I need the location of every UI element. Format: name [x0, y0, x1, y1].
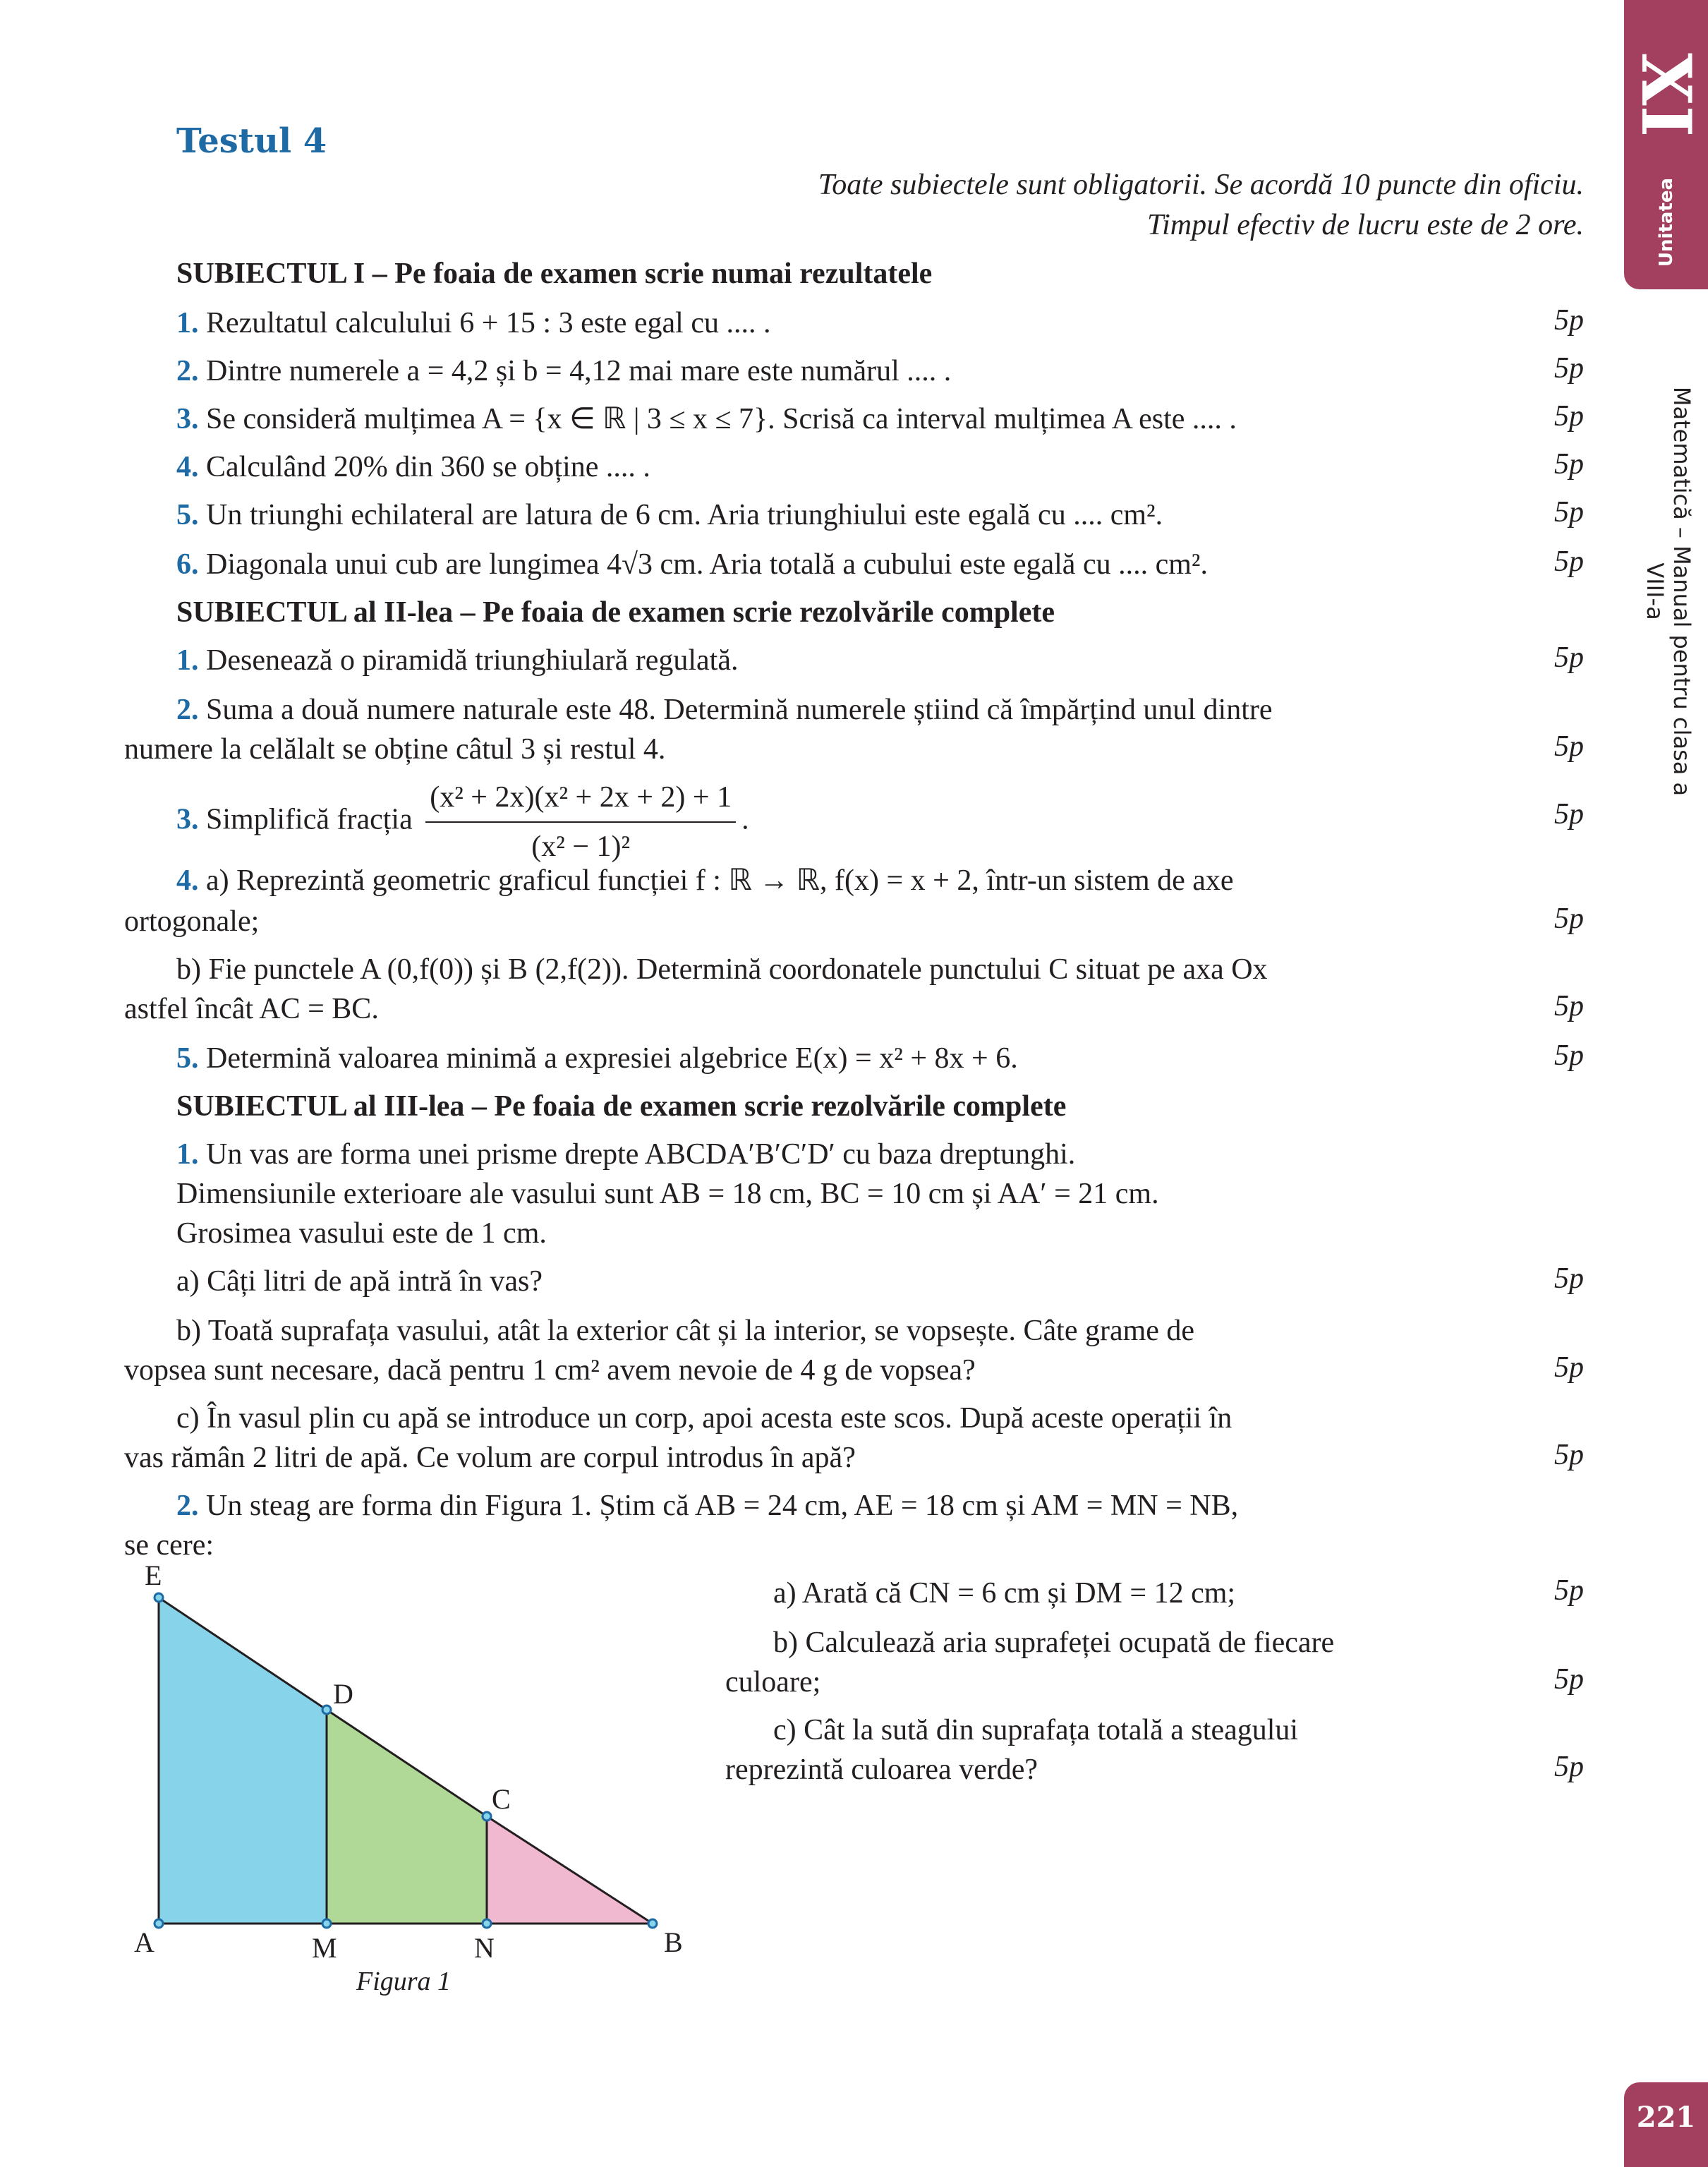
point-c — [483, 1812, 491, 1821]
s3-item-1-b-line-1: b) Toată suprafața vasului, atât la exterior cât și la interior, se vopsește. Câte grame de — [176, 1315, 1195, 1347]
item-text: Dintre numerele a = 4,2 și b = 4,12 mai mare este numărul .... . — [206, 355, 952, 387]
intro-line-2: Timpul efectiv de lucru este de 2 ore. — [1147, 209, 1584, 241]
item-text: Diagonala unui cub are lungimea 4√3 cm. Aria totală a cubului este egală cu .... cm². — [206, 548, 1208, 581]
fraction — [425, 776, 736, 868]
item-text: a) Reprezintă geometric graficul funcției f : ℝ → ℝ, f(x) = x + 2, într-un sistem de axe — [206, 864, 1234, 897]
label-e: E — [145, 1559, 162, 1591]
fraction-denominator: (x² − 1)² — [531, 831, 631, 863]
item-number: 4. — [176, 451, 199, 483]
item-number: 5. — [176, 499, 199, 531]
s3-item-1-b-line-2: vopsea sunt necesare, dacă pentru 1 cm² avem nevoie de 4 g de vopsea? — [124, 1354, 976, 1387]
s1-item-3 — [176, 399, 1584, 439]
s3-item-2-a: a) Arată că CN = 6 cm și DM = 12 cm; — [773, 1577, 1236, 1610]
item-text: Determină valoarea minimă a expresiei algebrice E(x) = x² + 8x + 6. — [206, 1042, 1018, 1075]
item-text: Desenează o piramidă triunghiulară regulată. — [206, 644, 739, 677]
item-number: 2. — [176, 1490, 199, 1522]
point-b — [648, 1919, 657, 1928]
point-m — [322, 1919, 331, 1928]
s3-item-1-c-line-2: vas rămân 2 litri de apă. Ce volum are corpul introdus în apă? — [124, 1442, 856, 1474]
s2-item-1 — [176, 641, 1584, 680]
blue-region — [159, 1598, 327, 1924]
book-title-vertical: Matematică – Manual pentru clasa a VIII-a — [1642, 386, 1695, 797]
test-title: Testul 4 — [176, 121, 327, 161]
points-label: 5p — [1554, 641, 1584, 674]
item-number: 3. — [176, 403, 199, 435]
s1-item-4 — [176, 447, 1584, 487]
label-b: B — [664, 1926, 683, 1958]
label-c: C — [492, 1783, 511, 1815]
points-label: 5p — [1554, 1351, 1584, 1384]
item-text: Suma a două numere naturale este 48. Determină numerele știind că împărțind unul dintre — [206, 694, 1273, 726]
label-m: M — [312, 1932, 337, 1964]
section-3-heading: SUBIECTUL al III-lea – Pe foaia de examen scrie rezolvările complete — [176, 1090, 1067, 1123]
unit-roman-numeral: XI — [1626, 53, 1706, 138]
section-2-heading: SUBIECTUL al II-lea – Pe foaia de examen scrie rezolvările complete — [176, 596, 1055, 629]
points-label: 5p — [1554, 1439, 1584, 1471]
s2-item-2-line-2: numere la celălalt se obține câtul 3 și restul 4. — [124, 733, 666, 766]
s3-item-2-line-2: se cere: — [124, 1529, 214, 1562]
figure-caption: Figura 1 — [356, 1967, 452, 1996]
item-text: Simplifică fracția — [206, 803, 413, 836]
s2-item-4a-line-2: ortogonale; — [124, 905, 260, 938]
item-text: Un triunghi echilateral are latura de 6 cm. Aria triunghiului este egală cu .... cm². — [206, 499, 1163, 531]
page-number-box — [1624, 2082, 1708, 2167]
item-text: Se consideră mulțimea A = {x ∈ ℝ | 3 ≤ x ≤ 7}. Scrisă ca interval mulțimea A este .... . — [206, 403, 1237, 435]
s3-item-2-c-line-2: reprezintă culoarea verde? — [725, 1753, 1038, 1786]
points-label: 5p — [1554, 545, 1584, 578]
points-label: 5p — [1554, 730, 1584, 763]
s3-item-2-c-line-1: c) Cât la sută din suprafața totală a steagului — [773, 1714, 1299, 1746]
s3-item-1-line-1 — [176, 1135, 1584, 1174]
points-label: 5p — [1554, 1751, 1584, 1783]
s2-item-5 — [176, 1039, 1584, 1078]
s3-item-1-line-3: Grosimea vasului este de 1 cm. — [176, 1217, 547, 1250]
fraction-numerator: (x² + 2x)(x² + 2x + 2) + 1 — [425, 776, 736, 823]
points-label: 5p — [1554, 903, 1584, 935]
s1-item-5 — [176, 495, 1584, 535]
s1-item-1 — [176, 303, 1584, 343]
unit-tab — [1624, 0, 1708, 289]
page-number: 221 — [1636, 2101, 1696, 2134]
points-label: 5p — [1554, 1663, 1584, 1696]
s3-item-1-c-line-1: c) În vasul plin cu apă se introduce un corp, apoi acesta este scos. După aceste operații în — [176, 1402, 1232, 1435]
item-number: 4. — [176, 864, 199, 897]
points-label: 5p — [1554, 1039, 1584, 1072]
s1-item-6 — [176, 545, 1584, 584]
intro-line-1: Toate subiectele sunt obligatorii. Se acordă 10 puncte din oficiu. — [818, 169, 1584, 201]
points-label: 5p — [1554, 798, 1584, 831]
flag-figure — [120, 1559, 713, 2011]
s3-item-2-b-line-2: culoare; — [725, 1666, 821, 1698]
item-text: Un vas are forma unei prisme drepte ABCDA′B′C′D′ cu baza dreptunghi. — [206, 1138, 1076, 1171]
label-n: N — [474, 1932, 495, 1964]
item-number: 1. — [176, 644, 199, 677]
s2-item-3: 3. Simplifică fracția $\frac{\text{(x² + 2x)(x² + 2x + 2) + 1}}{\text{(x² − 1)²}}$ . — [176, 776, 1584, 868]
s3-item-2-line-1 — [176, 1486, 1584, 1526]
s2-item-4b-line-1: b) Fie punctele A (0,f(0)) și B (2,f(2)). Determină coordonatele punctului C situat pe axa Ox — [176, 953, 1268, 986]
item-number: 3. — [176, 803, 199, 836]
label-a: A — [134, 1926, 155, 1958]
s2-item-2-line-1 — [176, 690, 1584, 730]
points-label: 5p — [1554, 352, 1584, 385]
points-label: 5p — [1554, 990, 1584, 1022]
s2-item-4b-line-2: astfel încât AC = BC. — [124, 993, 379, 1025]
s3-item-1-line-2: Dimensiunile exterioare ale vasului sunt AB = 18 cm, BC = 10 cm și AA′ = 21 cm. — [176, 1178, 1159, 1210]
unit-label: Unitatea — [1656, 177, 1677, 267]
green-region — [327, 1710, 487, 1924]
item-number: 1. — [176, 307, 199, 339]
pink-region — [487, 1816, 653, 1924]
item-text: Un steag are forma din Figura 1. Știm că AB = 24 cm, AE = 18 cm și AM = MN = NB, — [206, 1490, 1239, 1522]
points-label: 5p — [1554, 496, 1584, 529]
s2-item-4a-line-1 — [176, 861, 1584, 900]
points-label: 5p — [1554, 304, 1584, 337]
item-number: 6. — [176, 548, 199, 581]
item-text: Rezultatul calculului 6 + 15 : 3 este egal cu .... . — [206, 307, 771, 339]
s3-item-1-a: a) Câți litri de apă intră în vas? — [176, 1265, 543, 1298]
item-text: Calculând 20% din 360 se obține .... . — [206, 451, 650, 483]
point-a — [155, 1919, 163, 1928]
points-label: 5p — [1554, 448, 1584, 481]
s1-item-2 — [176, 351, 1584, 391]
points-label: 5p — [1554, 400, 1584, 433]
item-number: 2. — [176, 355, 199, 387]
point-d — [322, 1706, 331, 1714]
point-e — [155, 1593, 163, 1602]
label-d: D — [333, 1678, 353, 1710]
item-number: 1. — [176, 1138, 199, 1171]
point-n — [483, 1919, 491, 1928]
item-number: 5. — [176, 1042, 199, 1075]
item-number: 2. — [176, 694, 199, 726]
points-label: 5p — [1554, 1262, 1584, 1295]
section-1-heading: SUBIECTUL I – Pe foaia de examen scrie numai rezultatele — [176, 258, 933, 290]
s3-item-2-b-line-1: b) Calculează aria suprafeței ocupată de fiecare — [773, 1626, 1335, 1659]
points-label: 5p — [1554, 1574, 1584, 1607]
